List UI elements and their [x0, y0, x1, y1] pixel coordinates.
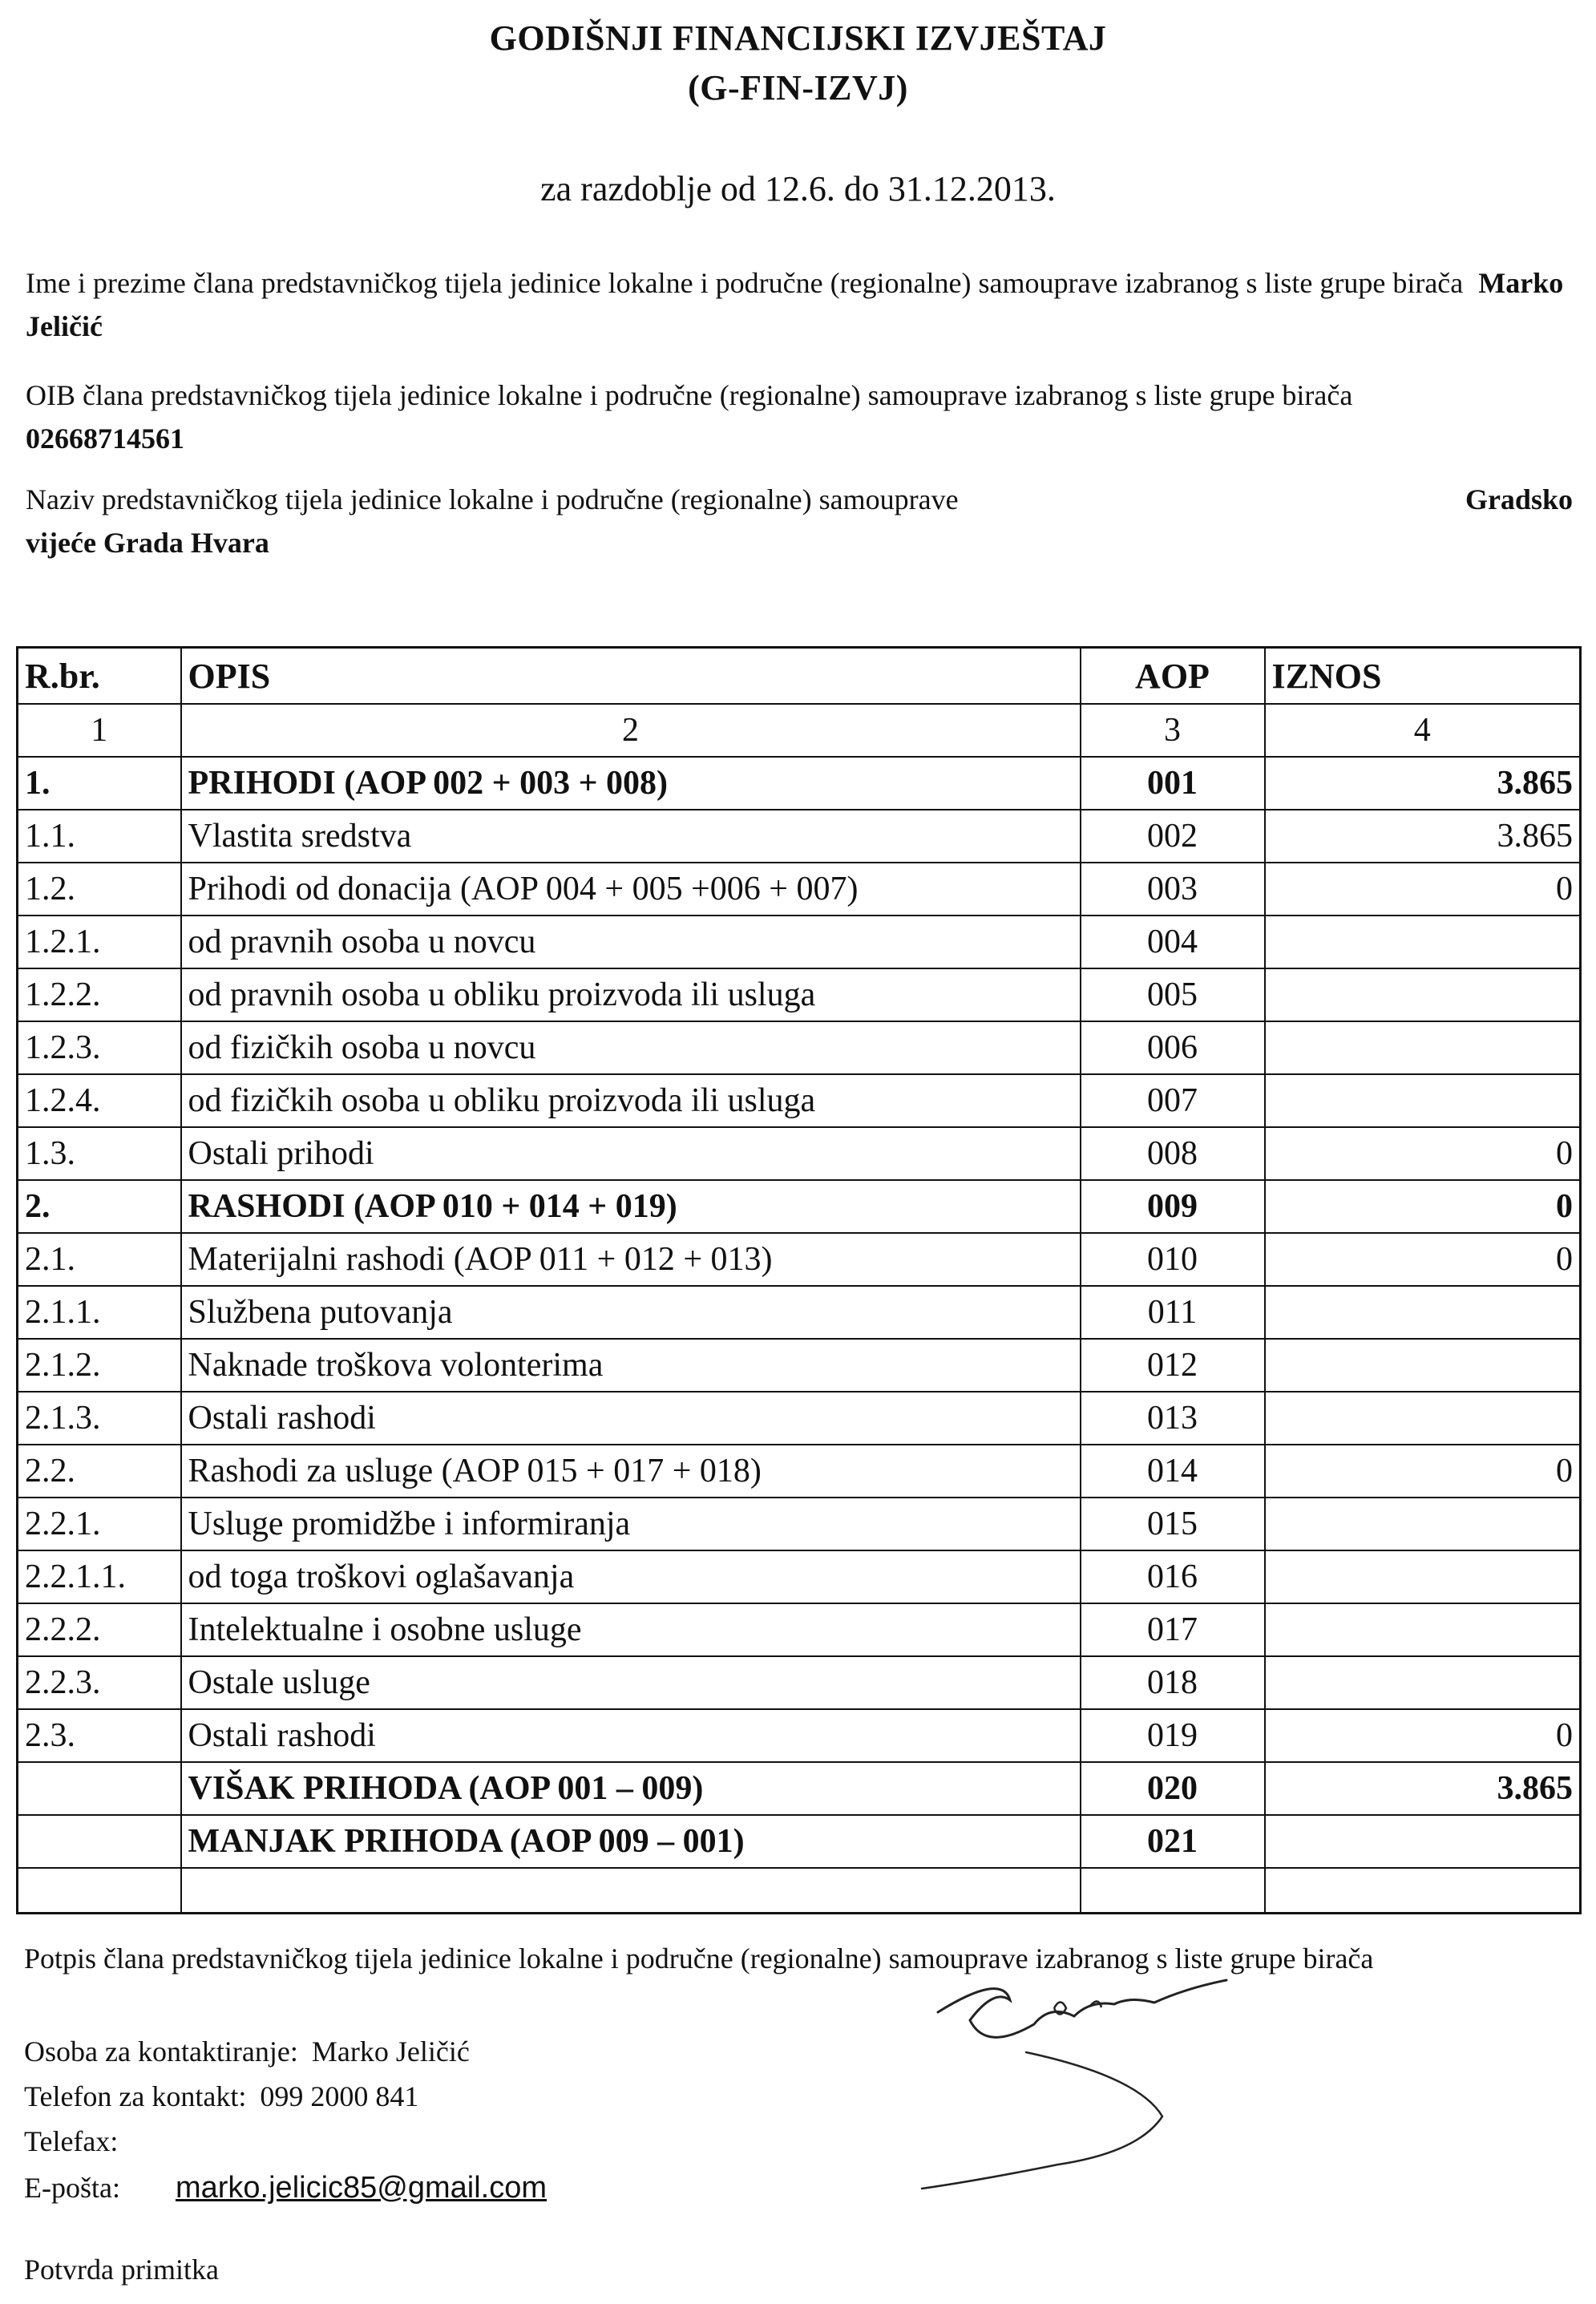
cell-rbr [18, 1815, 181, 1868]
cell-rbr: 1.2. [18, 863, 181, 916]
cell-aop: 017 [1081, 1603, 1265, 1656]
table-row [18, 757, 1581, 810]
cell-iznos: 3.865 [1265, 757, 1581, 810]
col-number-4: 4 [1265, 704, 1581, 757]
cell-opis: od toga troškovi oglašavanja [181, 1550, 1081, 1603]
cell-opis: od pravnih osoba u obliku proizvoda ili usluga [181, 968, 1081, 1021]
cell-opis: od fizičkih osoba u obliku proizvoda ili usluga [181, 1074, 1081, 1127]
email-link[interactable]: marko.jelicic85@gmail.com [175, 2171, 547, 2205]
cell-iznos [1265, 1021, 1581, 1074]
table-row [18, 1127, 1581, 1180]
cell-opis: Vlastita sredstva [181, 810, 1081, 863]
cell-iznos [1265, 1286, 1581, 1339]
cell-rbr: 2.1. [18, 1233, 181, 1286]
cell-iznos [1265, 1868, 1581, 1914]
table-row [18, 810, 1581, 863]
table-row [18, 1180, 1581, 1233]
cell-aop: 021 [1081, 1815, 1265, 1868]
table-row [18, 916, 1581, 968]
cell-iznos [1265, 1498, 1581, 1550]
table-row [18, 1709, 1581, 1762]
phone-label: Telefon za kontakt: [24, 2080, 247, 2112]
cell-rbr: 1.1. [18, 810, 181, 863]
financial-table [16, 646, 1582, 1914]
cell-iznos [1265, 916, 1581, 968]
header-rbr: R.br. [18, 648, 181, 705]
oib-label: OIB člana predstavničkog tijela jedinice lokalne i područne (regionalne) samouprave izabranog s liste grupe birača [26, 379, 1353, 411]
cell-opis: Ostali rashodi [181, 1392, 1081, 1445]
report-code: (G-FIN-IZVJ) [688, 68, 908, 107]
receipt-label: Potvrda primitka [24, 2253, 219, 2286]
table-row [18, 1074, 1581, 1127]
cell-iznos: 0 [1265, 1445, 1581, 1498]
cell-rbr: 2.1.2. [18, 1339, 181, 1392]
phone-line [24, 2076, 418, 2116]
cell-rbr: 2. [18, 1180, 181, 1233]
fax-label: Telefax: [24, 2125, 119, 2157]
cell-iznos: 0 [1265, 863, 1581, 916]
cell-iznos [1265, 1074, 1581, 1127]
col-number-2: 2 [181, 704, 1081, 757]
email-label: E-pošta: [24, 2172, 120, 2204]
table-row [18, 1445, 1581, 1498]
signature-label: Potpis člana predstavničkog tijela jedinice lokalne i područne (regionalne) samouprave izabranog s liste grupe birača [24, 1942, 1374, 1975]
cell-aop: 013 [1081, 1392, 1265, 1445]
cell-aop: 018 [1081, 1656, 1265, 1709]
body-name-label: Naziv predstavničkog tijela jedinice lokalne i područne (regionalne) samouprave [26, 483, 959, 515]
contact-person-line [24, 2031, 470, 2072]
cell-opis: Prihodi od donacija (AOP 004 + 005 +006 + 007) [181, 863, 1081, 916]
cell-opis: Usluge promidžbe i informiranja [181, 1498, 1081, 1550]
table-row [18, 1815, 1581, 1868]
cell-iznos: 3.865 [1265, 1762, 1581, 1815]
cell-opis: VIŠAK PRIHODA (AOP 001 – 009) [181, 1762, 1081, 1815]
member-name-label: Ime i prezime člana predstavničkog tijela jedinice lokalne i područne (regionalne) samouprave izabranog s liste grupe birača [26, 267, 1464, 299]
cell-aop: 012 [1081, 1339, 1265, 1392]
cell-aop: 010 [1081, 1233, 1265, 1286]
table-row [18, 1762, 1581, 1815]
cell-aop: 019 [1081, 1709, 1265, 1762]
cell-aop: 016 [1081, 1550, 1265, 1603]
table-row [18, 1392, 1581, 1445]
cell-aop: 009 [1081, 1180, 1265, 1233]
cell-rbr: 2.1.1. [18, 1286, 181, 1339]
header-iznos: IZNOS [1265, 648, 1581, 705]
table-row [18, 1550, 1581, 1603]
table-row [18, 1233, 1581, 1286]
cell-aop: 007 [1081, 1074, 1265, 1127]
report-title: GODIŠNJI FINANCIJSKI IZVJEŠTAJ [489, 18, 1107, 58]
cell-iznos: 0 [1265, 1709, 1581, 1762]
cell-opis: od fizičkih osoba u novcu [181, 1021, 1081, 1074]
cell-aop: 003 [1081, 863, 1265, 916]
cell-iznos [1265, 1550, 1581, 1603]
cell-rbr: 1.2.1. [18, 916, 181, 968]
contact-person-label: Osoba za kontaktiranje: [24, 2035, 298, 2068]
cell-opis: Materijalni rashodi (AOP 011 + 012 + 013) [181, 1233, 1081, 1286]
table-header-row [18, 648, 1581, 705]
table-row [18, 1021, 1581, 1074]
cell-aop: 015 [1081, 1498, 1265, 1550]
cell-iznos [1265, 1815, 1581, 1868]
cell-opis: Naknade troškova volonterima [181, 1339, 1081, 1392]
cell-rbr: 2.2. [18, 1445, 181, 1498]
oib-block [26, 374, 1573, 460]
phone-value: 099 2000 841 [260, 2080, 419, 2112]
cell-rbr: 1.3. [18, 1127, 181, 1180]
cell-rbr [18, 1762, 181, 1815]
cell-rbr: 1.2.3. [18, 1021, 181, 1074]
cell-opis: Ostale usluge [181, 1656, 1081, 1709]
cell-aop: 001 [1081, 757, 1265, 810]
cell-iznos: 0 [1265, 1127, 1581, 1180]
table-row [18, 863, 1581, 916]
email-line [24, 2168, 547, 2208]
col-number-3: 3 [1081, 704, 1265, 757]
cell-opis: od pravnih osoba u novcu [181, 916, 1081, 968]
contact-person-value: Marko Jeličić [311, 2035, 470, 2068]
cell-rbr: 2.2.1.1. [18, 1550, 181, 1603]
cell-iznos [1265, 1339, 1581, 1392]
table-row [18, 1498, 1581, 1550]
table-row [18, 1286, 1581, 1339]
cell-rbr [18, 1868, 181, 1914]
cell-opis: Rashodi za usluge (AOP 015 + 017 + 018) [181, 1445, 1081, 1498]
handwritten-signature [874, 1956, 1259, 2197]
cell-aop: 020 [1081, 1762, 1265, 1815]
cell-iznos: 3.865 [1265, 810, 1581, 863]
member-name-block [26, 261, 1573, 348]
cell-aop: 004 [1081, 916, 1265, 968]
member-name-value: Marko Jeličić [26, 267, 1564, 342]
cell-opis: Intelektualne i osobne usluge [181, 1603, 1081, 1656]
cell-iznos [1265, 968, 1581, 1021]
table-row [18, 968, 1581, 1021]
oib-value: 02668714561 [26, 422, 184, 455]
body-name-value-part1: Gradsko [1465, 483, 1573, 515]
cell-opis: Službena putovanja [181, 1286, 1081, 1339]
cell-rbr: 1.2.4. [18, 1074, 181, 1127]
cell-opis [181, 1868, 1081, 1914]
table-row [18, 1868, 1581, 1914]
cell-rbr: 2.2.3. [18, 1656, 181, 1709]
cell-iznos [1265, 1392, 1581, 1445]
cell-iznos: 0 [1265, 1180, 1581, 1233]
table-row [18, 1339, 1581, 1392]
cell-aop: 011 [1081, 1286, 1265, 1339]
column-number-row [18, 704, 1581, 757]
cell-rbr: 2.2.2. [18, 1603, 181, 1656]
body-name-value-part2: vijeće Grada Hvara [26, 527, 269, 559]
table-row [18, 1656, 1581, 1709]
fax-line [24, 2121, 118, 2161]
cell-rbr: 2.3. [18, 1709, 181, 1762]
cell-aop [1081, 1868, 1265, 1914]
cell-iznos [1265, 1656, 1581, 1709]
cell-opis: Ostali prihodi [181, 1127, 1081, 1180]
cell-aop: 014 [1081, 1445, 1265, 1498]
cell-aop: 002 [1081, 810, 1265, 863]
cell-rbr: 2.2.1. [18, 1498, 181, 1550]
body-name-block [26, 478, 1573, 564]
cell-aop: 005 [1081, 968, 1265, 1021]
col-number-1: 1 [18, 704, 181, 757]
cell-iznos [1265, 1603, 1581, 1656]
cell-rbr: 1.2.2. [18, 968, 181, 1021]
cell-aop: 008 [1081, 1127, 1265, 1180]
table-row [18, 1603, 1581, 1656]
cell-opis: PRIHODI (AOP 002 + 003 + 008) [181, 757, 1081, 810]
cell-rbr: 2.1.3. [18, 1392, 181, 1445]
cell-opis: Ostali rashodi [181, 1709, 1081, 1762]
cell-aop: 006 [1081, 1021, 1265, 1074]
cell-rbr: 1. [18, 757, 181, 810]
header-aop: AOP [1081, 648, 1265, 705]
report-period: za razdoblje od 12.6. do 31.12.2013. [540, 169, 1056, 208]
header-opis: OPIS [181, 648, 1081, 705]
cell-iznos: 0 [1265, 1233, 1581, 1286]
cell-opis: MANJAK PRIHODA (AOP 009 – 001) [181, 1815, 1081, 1868]
cell-opis: RASHODI (AOP 010 + 014 + 019) [181, 1180, 1081, 1233]
